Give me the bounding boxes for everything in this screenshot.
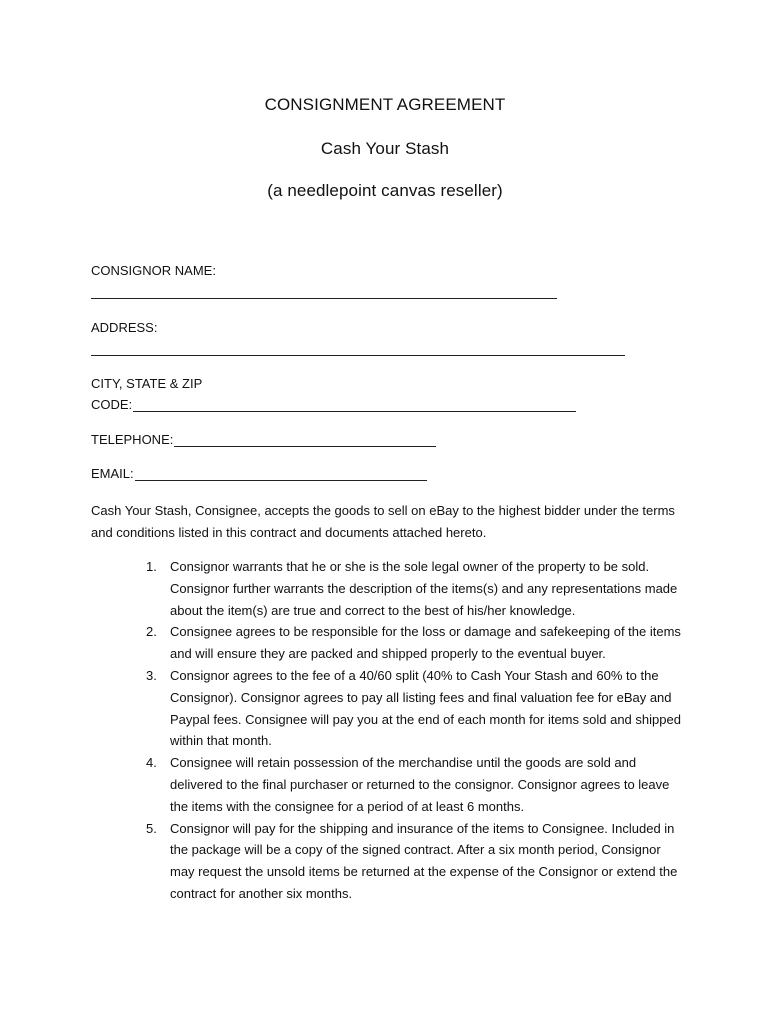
term-number: 3. [146,667,157,683]
term-number: 5. [146,820,157,836]
term-number: 4. [146,755,157,771]
term-number: 1. [146,559,157,574]
term-item [146,621,686,665]
term-text: Consignor agrees to the fee of a 40/60 split (40% to Cash Your Stash and 60% to the Consignor). Consignor agrees to pay all listing fees and final valuation fee for eBay and Paypal fees. Consignee will pay you at the end of each month for items sold and shipped within that month. [170,667,681,749]
term-item [146,556,686,621]
company-tagline: (a needlepoint canvas reseller) [267,181,503,200]
consignor-name-line[interactable] [91,298,557,299]
city-code-label: CODE: [91,397,133,412]
term-text: Consignor will pay for the shipping and insurance of the items to Consignee. Included in the package will be a copy of the signed contract. After a six month period, Consignor may request the unsold items be returned at the expense of the Consignor or extend the contract for another six months. [170,820,678,901]
city-state-zip-line[interactable] [133,399,576,412]
term-text: Consignee agrees to be responsible for the loss or damage and safekeeping of the items and will ensure they are packed and shipped properly to the eventual buyer. [170,624,681,662]
term-item [146,818,686,905]
document-title: CONSIGNMENT AGREEMENT [264,95,506,114]
telephone-label: TELEPHONE: [91,432,174,447]
email-field [91,466,427,481]
terms-list [146,556,686,905]
term-text: Consignor warrants that he or she is the sole legal owner of the property to be sold. Consignor further warrants the description of the items(s) and any representations made about the item(s) are true and correct to the best of his/her knowledge. [170,559,678,618]
term-item [146,752,686,817]
email-label: EMAIL: [91,466,134,481]
intro-paragraph: Cash Your Stash, Consignee, accepts the goods to sell on eBay to the highest bidder under the terms and conditions listed in this contract and documents attached hereto. [91,503,675,540]
city-state-zip-field [91,397,576,412]
company-name: Cash Your Stash [320,139,450,158]
email-line[interactable] [135,468,427,481]
consignor-name-label: CONSIGNOR NAME: [91,263,216,278]
telephone-line[interactable] [174,434,436,447]
term-text: Consignee will retain possession of the merchandise until the goods are sold and delivered to the final purchaser or returned to the consignor. Consignor agrees to leave the items with the consignee for a period of at least 6 months. [170,755,670,814]
address-label: ADDRESS: [91,320,158,335]
telephone-field [91,432,436,447]
term-item [146,665,686,752]
address-line[interactable] [91,355,625,356]
term-number: 2. [146,624,157,640]
city-state-zip-label: CITY, STATE & ZIP [91,376,203,391]
